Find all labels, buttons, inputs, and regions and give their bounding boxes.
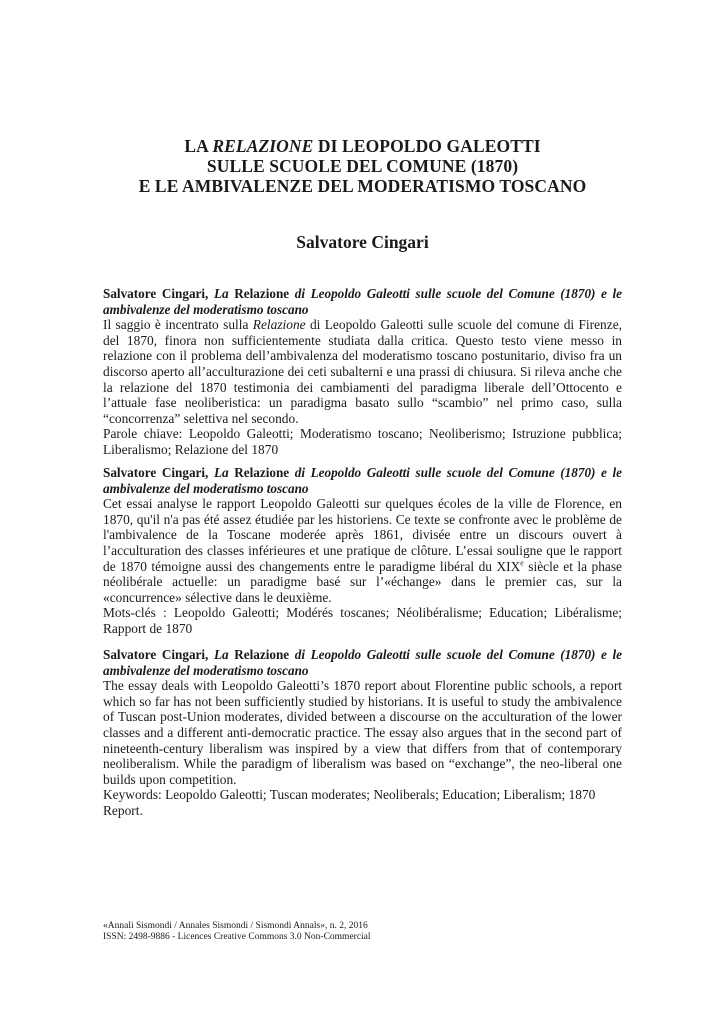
abstract-body: Il saggio è incentrato sulla Relazione di Leopoldo Galeotti sulle scuole del comune di Firenze, del 1870, finora non sufficientemente studiata dalla critica. Questo testo viene messo in relazione con il problema dell’ambivalenza del moderatismo toscano postunitario, diviso fra un discorso aperto all’acculturazione dei ceti subalterni e una prassi di chiusura. Si rileva anche che la relazione del 1870 testimonia dei cambiamenti del paradigma liberale dell’Ottocento e l’attuale fase neoliberistica: un paradigma basato sullo “scambio” nel primo caso, sulla “concorrenza” selettiva nel secondo. xyxy=(103,317,622,426)
abstract-heading: Salvatore Cingari, La Relazione di Leopoldo Galeotti sulle scuole del Comune (1870) e le ambivalenze del moderatismo toscano xyxy=(103,286,622,317)
abstract-french xyxy=(103,465,622,637)
footer-issn: ISSN: 2498-9886 - Licences Creative Commons 3.0 Non-Commercial xyxy=(103,932,371,942)
abstract-keywords: Keywords: Leopoldo Galeotti; Tuscan moderates; Neoliberals; Education; Liberalism; 1870 Report. xyxy=(103,787,596,818)
abstract-keywords: Parole chiave: Leopoldo Galeotti; Moderatismo toscano; Neoliberismo; Istruzione pubblica; Liberalismo; Relazione del 1870 xyxy=(103,426,622,457)
abstract-body: Cet essai analyse le rapport Leopoldo Galeotti sur quelques écoles de la ville de Florence, en 1870, qu'il n'a pas été assez étudiée par les historiens. Ce texte se confronte avec le problème de l'ambivalence de la Toscane moderée après 1861, divisée entre un discours ouvert à l’acculturation des classes inférieures et une pratique de clôture. L’essai souligne que le rapport de 1870 témoigne aussi des changements entre le paradigme libéral du XIXe siècle et la phase néolibérale actuelle: un paradigme basé sur l’«échange» dans le premier cas, sur la «concurrence» sélective dans le deuxième. xyxy=(103,496,622,605)
article-title xyxy=(0,136,725,196)
abstract-heading: Salvatore Cingari, La Relazione di Leopoldo Galeotti sulle scuole del Comune (1870) e le ambivalenze del moderatismo toscano xyxy=(103,647,622,678)
title-line-3: E LE AMBIVALENZE DEL MODERATISMO TOSCANO xyxy=(138,176,587,196)
abstract-english xyxy=(103,647,622,819)
journal-footer xyxy=(103,921,371,943)
abstract-body: The essay deals with Leopoldo Galeotti’s 1870 report about Florentine public schools, a report which so far has not been sufficiently studied by historians. It is useful to study the ambivalence of Tuscan post-Union moderates, divided between a discourse on the acculturation of the lower classes and a different anti-democratic practice. The essay also argues that in the second part of nineteenth-century liberalism was inspired by a view that differs from that of contemporary neoliberalism. While the paradigm of liberalism was based on “exchange”, the neo-liberal one builds upon competition. xyxy=(103,678,622,787)
title-line-1: LA RELAZIONE DI LEOPOLDO GALEOTTI xyxy=(184,136,541,156)
author-name: Salvatore Cingari xyxy=(296,232,429,252)
title-line-2: SULLE SCUOLE DEL COMUNE (1870) xyxy=(206,156,519,176)
footer-citation: «Annali Sismondi / Annales Sismondi / Sismondi Annals», n. 2, 2016 xyxy=(103,921,368,931)
abstract-heading: Salvatore Cingari, La Relazione di Leopoldo Galeotti sulle scuole del Comune (1870) e le ambivalenze del moderatismo toscano xyxy=(103,465,622,496)
abstract-italian xyxy=(103,286,622,458)
abstract-keywords: Mots-clés : Leopoldo Galeotti; Modérés toscanes; Néolibéralisme; Education; Libéralisme; Rapport de 1870 xyxy=(103,605,622,636)
